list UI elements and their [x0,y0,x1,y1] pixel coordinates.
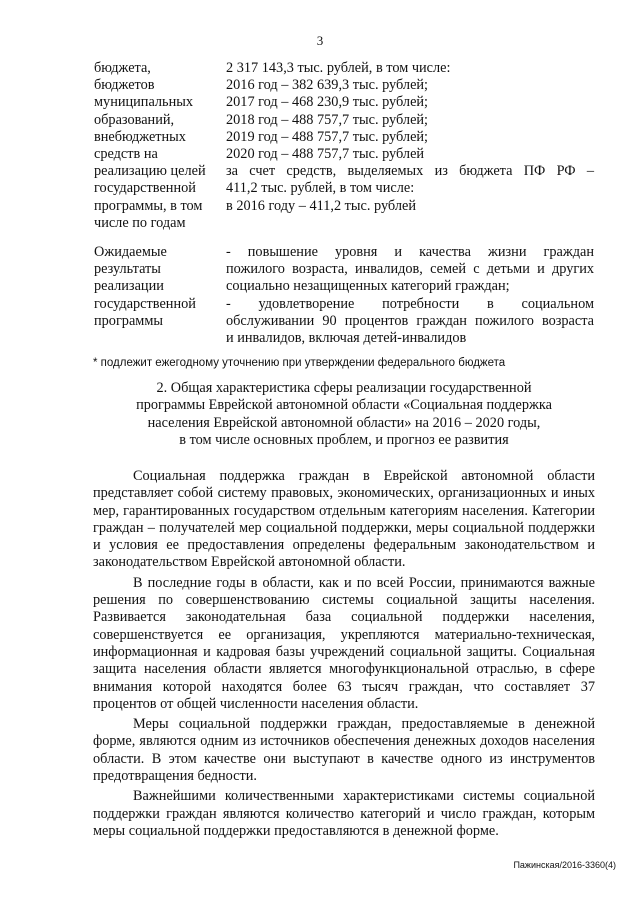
passport-table [94,60,594,347]
paragraph: В последние годы в области, как и по всей России, принимаются важные решения по совершенствованию системы социальной защиты населения. Развивается законодательная база социальной поддержки населения, совершенствуется ее организация, укрепляются материально-техническая, информационная и кадровая базы учреждений социальной защиты. Социальная защита населения области является многофункциональной отраслью, в сфере внимания которой находятся более 63 тысяч граждан, что составляет 37 процентов от общей численности населения области. [93,574,595,712]
document-signature: Пажинская/2016-3360(4) [513,860,616,870]
section-heading [94,380,594,450]
value-line: в 2016 году – 411,2 тыс. рублей [226,197,416,214]
heading-line: программы Еврейской автономной области «Социальная поддержка [136,397,552,414]
footnote: * подлежит ежегодному уточнению при утверждении федерального бюджета [93,357,506,369]
heading-line: 2. Общая характеристика сферы реализации государственной [156,380,532,396]
label-line: муниципальных [94,94,193,111]
paragraph: Социальная поддержка граждан в Еврейской автономной области представляет собой систему правовых, экономических, организационных и иных мер, гарантированных государством отдельным категориям населения. Категории граждан – получателей мер социальной поддержки, меры социальной поддержки и условия ее предоставления определены федеральным законодательством и законодательством Еврейской автономной области. [93,468,595,571]
label-line: реализацию целей [94,163,206,180]
value-line: - удовлетворение потребности в социальном [226,295,594,312]
label-line: образований, [94,111,175,128]
label-line: числе по годам [94,214,186,231]
results-value [226,244,594,347]
label-line: Ожидаемые [94,244,167,261]
label-line: внебюджетных [94,128,186,145]
body-text [93,468,595,843]
results-label [94,244,226,347]
label-line: программы [94,312,164,329]
value-line: 2019 год – 488 757,7 тыс. рублей; [226,128,429,145]
value-line: - повышение уровня и качества жизни граждан [226,244,594,261]
label-line: бюджетов [94,77,155,94]
label-line: реализации [94,278,164,295]
finance-value [226,60,594,232]
finance-row [94,60,594,232]
value-line: 2020 год – 488 757,7 тыс. рублей [226,146,425,163]
value-line: пожилого возраста, инвалидов, семей с детьми и других [226,261,594,278]
label-line: государственной [94,180,196,197]
value-line: 2016 год – 382 639,3 тыс. рублей; [226,77,429,94]
value-line: социально незащищенных категорий граждан; [226,278,510,295]
value-line: обслуживании 90 процентов граждан пожилого возраста [226,312,594,329]
value-line: 2018 год – 488 757,7 тыс. рублей; [226,111,429,128]
label-line: бюджета, [94,60,151,76]
page-number: 3 [316,33,324,48]
value-line: 2017 год – 468 230,9 тыс. рублей; [226,94,429,111]
label-line: программы, в том [94,197,203,214]
label-line: государственной [94,295,196,312]
value-line: 411,2 тыс. рублей, в том числе: [226,180,415,197]
heading-line: населения Еврейской автономной области» на 2016 – 2020 годы, [147,414,541,431]
label-line: результаты [94,261,161,278]
results-row [94,244,594,347]
paragraph: Важнейшими количественными характеристиками системы социальной поддержки граждан являются количество категорий и число граждан, которым меры социальной поддержки предоставляются в денежной форме. [93,788,595,839]
paragraph: Меры социальной поддержки граждан, предоставляемые в денежной форме, являются одним из источников обеспечения денежных доходов населения области. В этом качестве они выступают в качестве одного из инструментов предотвращения бедности. [93,716,595,785]
finance-label [94,60,226,232]
value-line: 2 317 143,3 тыс. рублей, в том числе: [226,60,451,76]
heading-line: в том числе основных проблем, и прогноз ее развития [179,432,509,449]
value-line: и инвалидов, включая детей-инвалидов [226,330,467,347]
label-line: средств на [94,146,158,163]
value-line: за счет средств, выделяемых из бюджета ПФ РФ – [226,163,594,180]
